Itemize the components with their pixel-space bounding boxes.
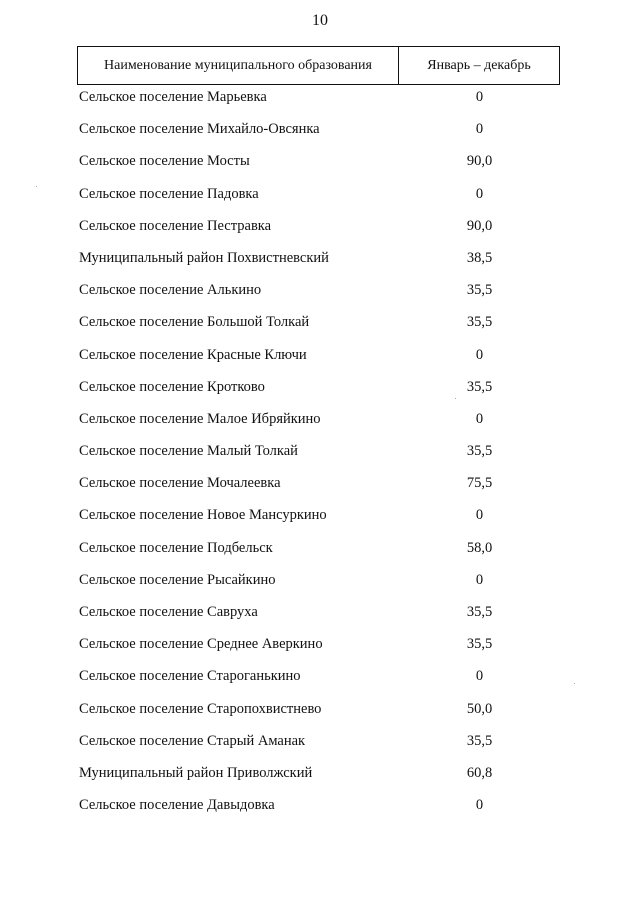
scan-speck — [574, 683, 575, 684]
row-municipality-name: Сельское поселение Старый Аманак — [79, 732, 306, 749]
row-municipality-name: Муниципальный район Похвистневский — [79, 249, 329, 266]
table-row — [79, 634, 560, 666]
row-value: 0 — [475, 571, 484, 588]
table-row — [79, 151, 560, 183]
row-value: 0 — [475, 507, 484, 524]
column-header-name: Наименование муниципального образования — [78, 47, 399, 84]
row-value: 35,5 — [466, 732, 493, 749]
row-value: 35,5 — [466, 636, 493, 653]
row-municipality-name: Сельское поселение Мочалеевка — [79, 475, 281, 492]
table-row — [79, 409, 560, 441]
table-row — [79, 473, 560, 505]
page-number: 10 — [312, 12, 328, 29]
scan-speck — [455, 398, 456, 399]
row-municipality-name: Сельское поселение Кротково — [79, 378, 265, 395]
table-row — [79, 87, 560, 119]
table-row — [79, 248, 560, 280]
table-row — [79, 280, 560, 312]
row-value: 35,5 — [466, 314, 493, 331]
table-row — [79, 377, 560, 409]
row-municipality-name: Сельское поселение Малый Толкай — [79, 443, 298, 460]
row-municipality-name: Сельское поселение Алькино — [79, 282, 262, 299]
row-value: 0 — [475, 346, 484, 363]
scan-speck — [36, 186, 37, 187]
table-row — [79, 570, 560, 602]
table-row — [79, 763, 560, 795]
row-municipality-name: Сельское поселение Михайло-Овсянка — [79, 121, 320, 138]
table-row — [79, 666, 560, 698]
row-value: 35,5 — [466, 378, 493, 395]
table-row — [79, 505, 560, 537]
row-value: 90,0 — [466, 217, 493, 234]
row-value: 0 — [475, 121, 484, 138]
table-row — [79, 699, 560, 731]
row-value: 50,0 — [466, 700, 493, 717]
row-municipality-name: Сельское поселение Марьевка — [79, 89, 267, 105]
table-row — [79, 731, 560, 763]
table-row — [79, 441, 560, 473]
row-value: 35,5 — [466, 604, 493, 620]
table-row — [79, 602, 560, 634]
row-municipality-name: Сельское поселение Новое Мансуркино — [79, 507, 327, 524]
column-header-period: Январь – декабрь — [427, 57, 531, 73]
row-municipality-name: Сельское поселение Савруха — [79, 604, 258, 620]
row-value: 58,0 — [466, 539, 493, 556]
table-row — [79, 538, 560, 570]
row-municipality-name: Сельское поселение Мосты — [79, 153, 250, 170]
row-municipality-name: Муниципальный район Приволжский — [79, 764, 313, 781]
row-value: 0 — [475, 89, 484, 105]
table-row — [79, 795, 560, 827]
row-municipality-name: Сельское поселение Малое Ибряйкино — [79, 410, 321, 427]
table-header — [77, 46, 560, 85]
row-municipality-name: Сельское поселение Давыдовка — [79, 797, 275, 814]
row-value: 0 — [475, 797, 484, 814]
row-value: 35,5 — [466, 443, 493, 460]
row-value: 35,5 — [466, 282, 493, 299]
row-value: 90,0 — [466, 153, 493, 170]
row-municipality-name: Сельское поселение Среднее Аверкино — [79, 636, 323, 653]
row-municipality-name: Сельское поселение Старопохвистнево — [79, 700, 322, 717]
table-row — [79, 184, 560, 216]
row-value: 60,8 — [466, 764, 493, 781]
table-row — [79, 119, 560, 151]
table-row — [79, 216, 560, 248]
row-value: 0 — [475, 185, 484, 202]
table-row — [79, 345, 560, 377]
row-value: 38,5 — [466, 249, 493, 266]
row-municipality-name: Сельское поселение Подбельск — [79, 539, 273, 556]
row-value: 75,5 — [466, 475, 493, 492]
row-value: 0 — [475, 410, 484, 427]
row-municipality-name: Сельское поселение Староганькино — [79, 668, 301, 685]
row-municipality-name: Сельское поселение Большой Толкай — [79, 314, 310, 331]
row-value: 0 — [475, 668, 484, 685]
row-municipality-name: Сельское поселение Падовка — [79, 185, 259, 202]
row-municipality-name: Сельское поселение Рысайкино — [79, 571, 276, 588]
row-municipality-name: Сельское поселение Красные Ключи — [79, 346, 307, 363]
table-body — [79, 87, 560, 827]
row-municipality-name: Сельское поселение Пестравка — [79, 217, 272, 234]
table-row — [79, 312, 560, 344]
